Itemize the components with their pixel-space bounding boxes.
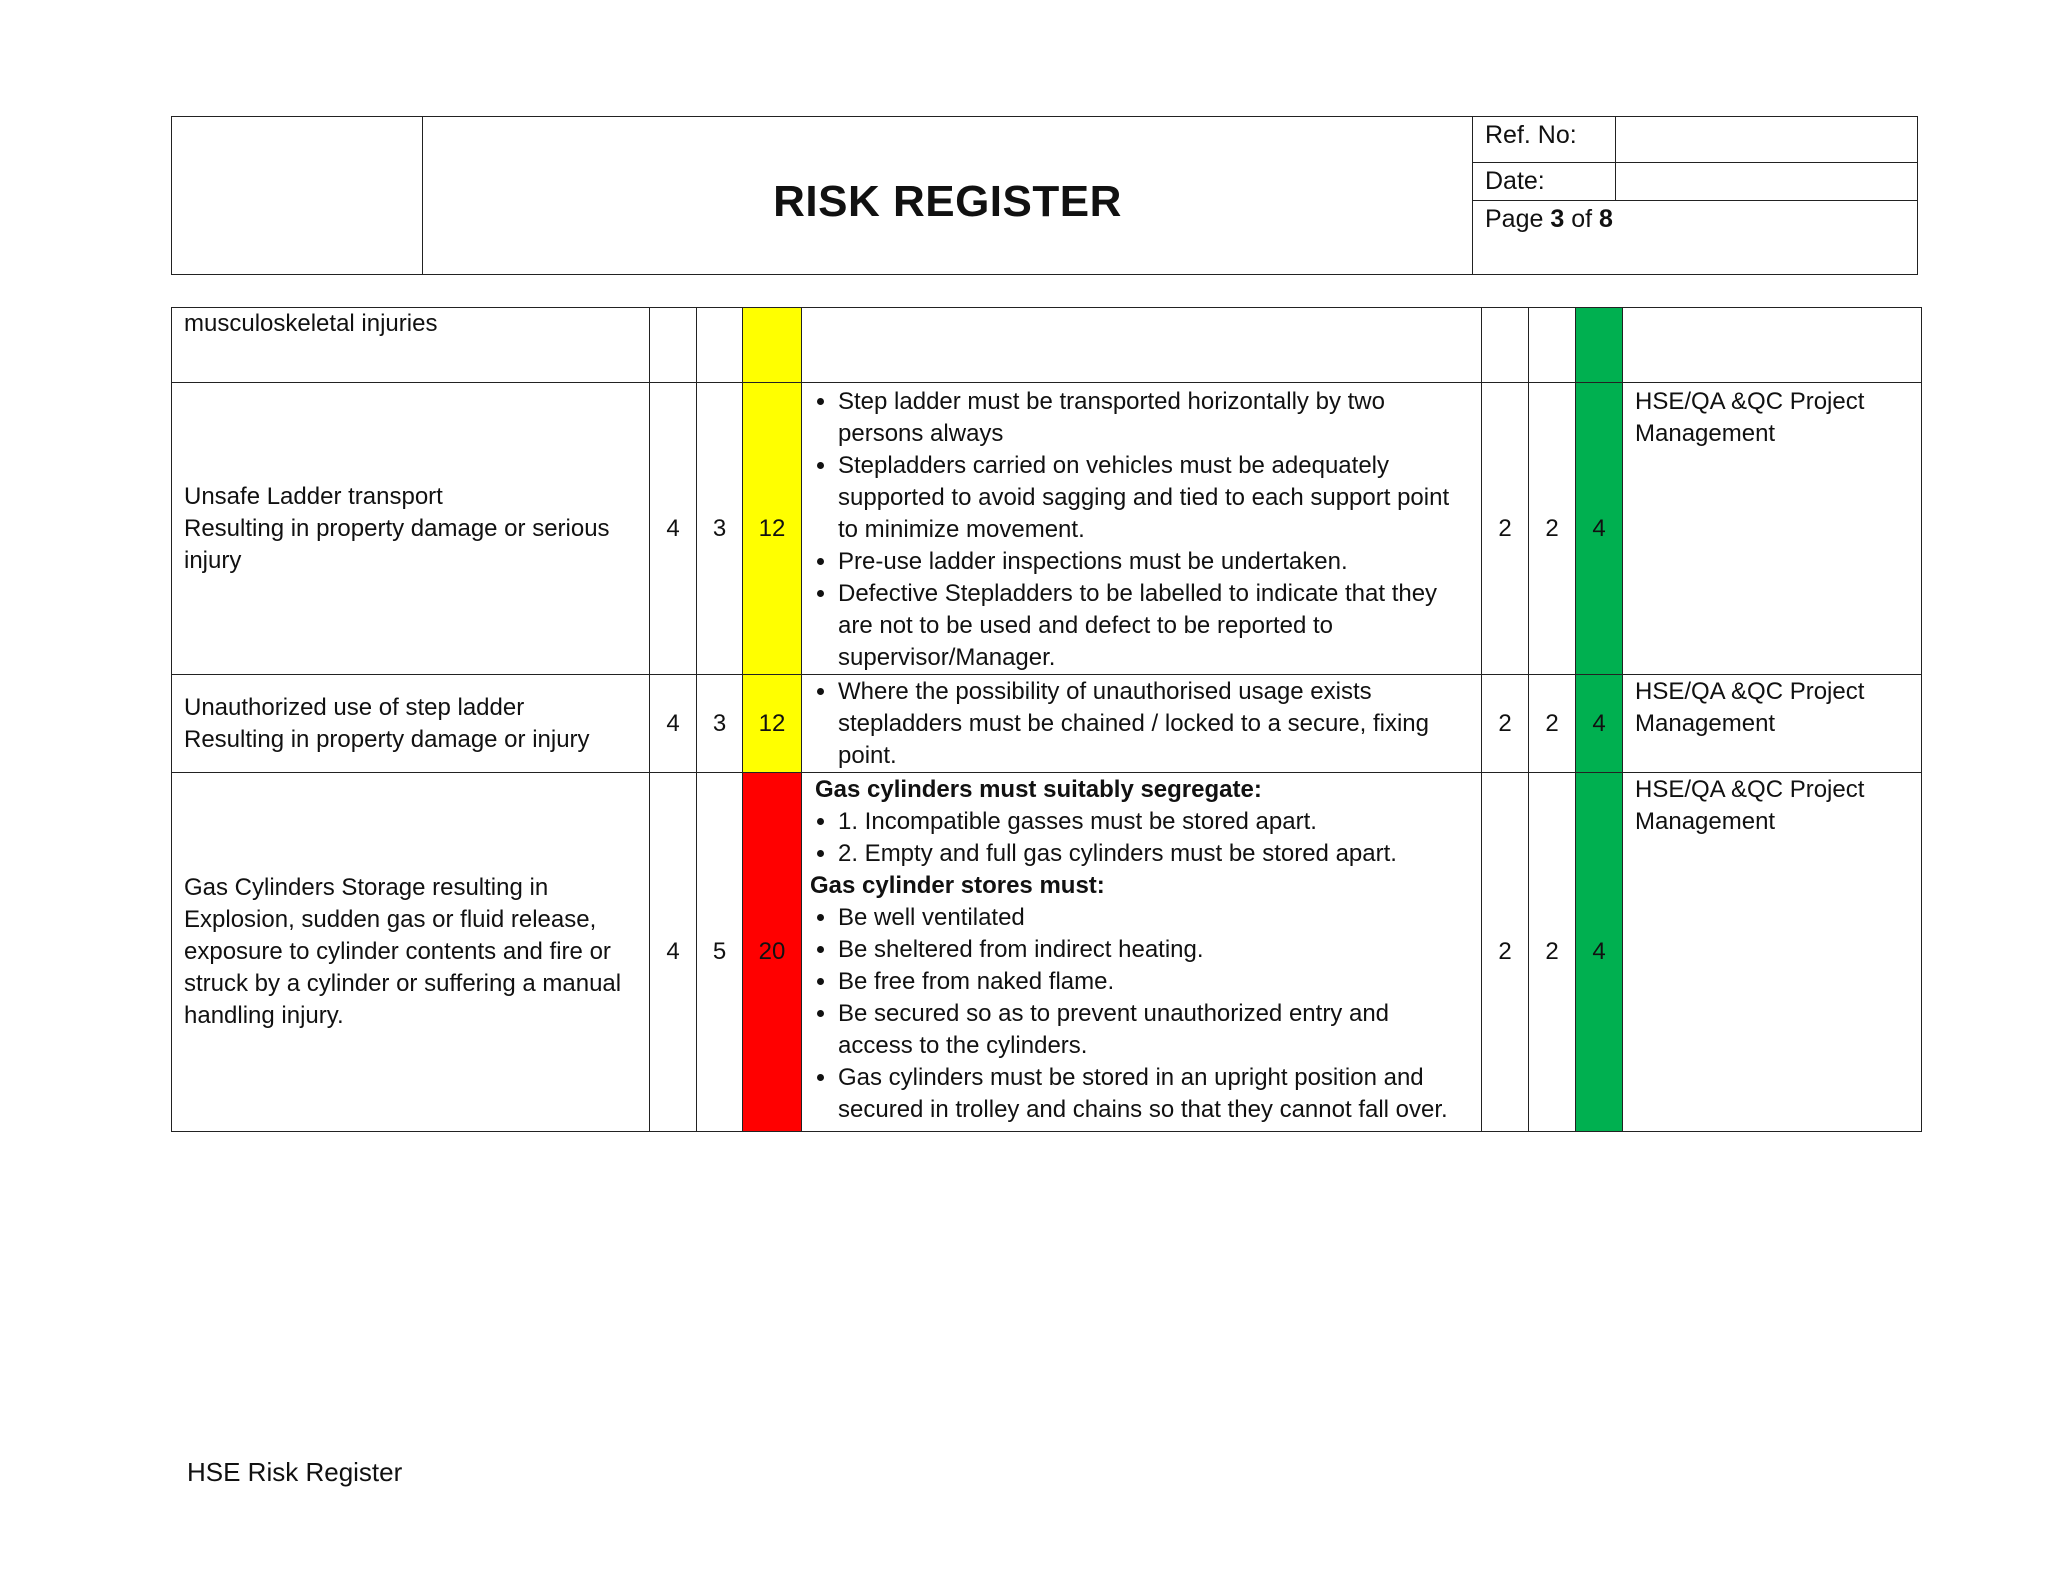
control-item: • 1. Incompatible gasses must be stored apart. xyxy=(838,806,1469,838)
ref-no-label: Ref. No: xyxy=(1473,117,1616,163)
likelihood-initial: 4 xyxy=(650,773,697,1132)
risk-rating-residual: 4 xyxy=(1576,773,1623,1132)
severity-initial xyxy=(697,308,743,383)
page-title: RISK REGISTER xyxy=(773,176,1122,226)
hazard-cell xyxy=(172,773,650,1132)
hazard-text: musculoskeletal injuries xyxy=(184,310,438,337)
responsible-cell: HSE/QA &QC Project Management xyxy=(1623,675,1922,773)
table-row xyxy=(172,308,1922,383)
controls-heading: Gas cylinder stores must: xyxy=(810,872,1105,899)
page-current: 3 xyxy=(1550,205,1565,233)
control-item: • Be well ventilated xyxy=(838,902,1469,934)
hazard-cell xyxy=(172,308,650,383)
severity-initial: 3 xyxy=(697,675,743,773)
control-item: • Be sheltered from indirect heating. xyxy=(838,934,1469,966)
controls-heading: Gas cylinders must suitably segregate: xyxy=(815,776,1262,803)
table-row xyxy=(172,675,1922,773)
ref-no-value xyxy=(1616,117,1918,163)
likelihood-initial xyxy=(650,308,697,383)
page-number: Page 3 of 8 xyxy=(1473,201,1918,275)
control-measures-cell xyxy=(802,675,1482,773)
hazard-consequence: Resulting in property damage or serious injury xyxy=(184,514,610,574)
severity-residual: 2 xyxy=(1529,773,1576,1132)
risk-rating-initial xyxy=(743,308,802,383)
control-item: • Stepladders carried on vehicles must be adequately supported to avoid sagging and tied to each support point to minimize movement. xyxy=(838,450,1469,546)
severity-residual: 2 xyxy=(1529,383,1576,675)
logo-cell xyxy=(172,117,423,275)
control-list xyxy=(814,386,1469,674)
control-measures-cell xyxy=(802,308,1482,383)
control-item: • Gas cylinders must be stored in an upright position and secured in trolley and chains so that they cannot fall over. xyxy=(838,1062,1469,1126)
title-cell xyxy=(423,117,1473,275)
table-row xyxy=(172,773,1922,1132)
control-item: • Be free from naked flame. xyxy=(838,966,1469,998)
page-total: 8 xyxy=(1599,205,1613,233)
severity-residual xyxy=(1529,308,1576,383)
likelihood-initial: 4 xyxy=(650,383,697,675)
risk-rating-residual xyxy=(1576,308,1623,383)
hazard-text: Unsafe Ladder transport xyxy=(184,482,443,510)
control-item: • Pre-use ladder inspections must be undertaken. xyxy=(838,546,1469,578)
responsible-cell: HSE/QA &QC Project Management xyxy=(1623,773,1922,1132)
likelihood-residual xyxy=(1482,308,1529,383)
risk-rating-initial: 20 xyxy=(743,773,802,1132)
document-header xyxy=(171,116,1918,275)
severity-residual: 2 xyxy=(1529,675,1576,773)
control-list xyxy=(810,902,1469,1126)
risk-rating-initial: 12 xyxy=(743,383,802,675)
severity-initial: 3 xyxy=(697,383,743,675)
hazard-cell xyxy=(172,675,650,773)
control-item: • Step ladder must be transported horizontally by two persons always xyxy=(838,386,1469,450)
severity-initial: 5 xyxy=(697,773,743,1132)
likelihood-residual: 2 xyxy=(1482,675,1529,773)
risk-rating-residual: 4 xyxy=(1576,383,1623,675)
table-row xyxy=(172,383,1922,675)
control-list xyxy=(814,676,1469,772)
control-item: • 2. Empty and full gas cylinders must be stored apart. xyxy=(838,838,1469,870)
date-label: Date: xyxy=(1473,163,1616,201)
responsible-cell xyxy=(1623,308,1922,383)
risk-register-table xyxy=(171,307,1922,1132)
hazard-cell xyxy=(172,383,650,675)
control-measures-cell xyxy=(802,773,1482,1132)
date-value xyxy=(1616,163,1918,201)
likelihood-residual: 2 xyxy=(1482,773,1529,1132)
control-item: • Defective Stepladders to be labelled to indicate that they are not to be used and defect to be reported to supervisor/Manager. xyxy=(838,578,1469,674)
hazard-text: Unauthorized use of step ladder xyxy=(184,693,525,721)
responsible-cell: HSE/QA &QC Project Management xyxy=(1623,383,1922,675)
control-item: • Be secured so as to prevent unauthorized entry and access to the cylinders. xyxy=(838,998,1469,1062)
likelihood-residual: 2 xyxy=(1482,383,1529,675)
control-measures-cell xyxy=(802,383,1482,675)
likelihood-initial: 4 xyxy=(650,675,697,773)
page-footer: HSE Risk Register xyxy=(187,1457,403,1487)
control-list xyxy=(810,806,1469,870)
hazard-consequence: Resulting in property damage or injury xyxy=(184,725,590,753)
hazard-text: Gas Cylinders Storage resulting in Explosion, sudden gas or fluid release, exposure to cylinder contents and fire or struck by a cylinder or suffering a manual handling injury. xyxy=(184,874,622,1029)
risk-rating-initial: 12 xyxy=(743,675,802,773)
control-item: • Where the possibility of unauthorised usage exists stepladders must be chained / locked to a secure, fixing point. xyxy=(838,676,1469,772)
risk-rating-residual: 4 xyxy=(1576,675,1623,773)
